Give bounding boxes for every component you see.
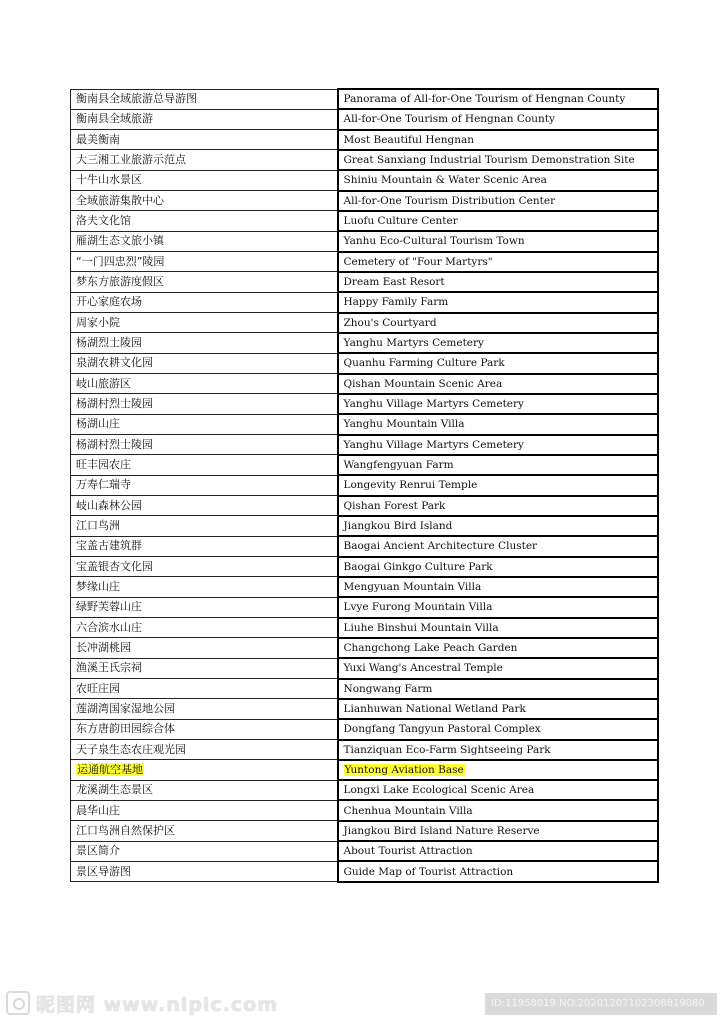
chinese-name-cell: “一门四忠烈”陵园 (71, 252, 338, 272)
table-row (71, 597, 658, 617)
english-name-cell: Qishan Mountain Scenic Area (338, 374, 658, 394)
english-name-cell: Most Beautiful Hengnan (338, 130, 658, 150)
table-row (71, 679, 658, 699)
chinese-name-cell: 景区简介 (71, 841, 338, 861)
chinese-name-cell: 六合滨水山庄 (71, 618, 338, 638)
english-name-cell: Mengyuan Mountain Villa (338, 577, 658, 597)
table-row (71, 800, 658, 820)
table-row (71, 170, 658, 190)
chinese-name-cell: 江口鸟洲 (71, 516, 338, 536)
english-name-cell: Longxi Lake Ecological Scenic Area (338, 780, 658, 800)
table-row (71, 496, 658, 516)
table-row (71, 475, 658, 495)
english-name-cell: Guide Map of Tourist Attraction (338, 861, 658, 881)
table-row (71, 638, 658, 658)
english-name-cell (338, 760, 658, 780)
table-row (71, 231, 658, 251)
english-name-cell: Changchong Lake Peach Garden (338, 638, 658, 658)
english-name-cell: Great Sanxiang Industrial Tourism Demonstration Site (338, 150, 658, 170)
table-row (71, 516, 658, 536)
chinese-name-cell: 梦缘山庄 (71, 577, 338, 597)
table-row (71, 841, 658, 861)
chinese-name-cell: 开心家庭农场 (71, 292, 338, 312)
chinese-name-cell: 岐山森林公园 (71, 496, 338, 516)
chinese-name-cell: 梦东方旅游度假区 (71, 272, 338, 292)
english-name-cell: All-for-One Tourism Distribution Center (338, 191, 658, 211)
english-name-cell: Zhou's Courtyard (338, 313, 658, 333)
chinese-name-cell: 宝盖银杏文化园 (71, 557, 338, 577)
english-name-cell: Quanhu Farming Culture Park (338, 353, 658, 373)
chinese-name-cell: 十牛山水景区 (71, 170, 338, 190)
english-name-cell: Liuhe Binshui Mountain Villa (338, 618, 658, 638)
table-row (71, 536, 658, 556)
chinese-name-cell: 龙溪湖生态景区 (71, 780, 338, 800)
english-name-cell: Nongwang Farm (338, 679, 658, 699)
chinese-name-cell (71, 760, 338, 780)
english-name-cell: Panorama of All-for-One Tourism of Hengnan County (338, 89, 658, 109)
watermark-left-text: 昵图网 www.nipic.com (36, 993, 279, 1016)
chinese-name-cell: 江口鸟洲自然保护区 (71, 821, 338, 841)
english-name-cell: Dream East Resort (338, 272, 658, 292)
chinese-name-cell: 衡南县全域旅游 (71, 109, 338, 129)
table-row (71, 89, 658, 109)
table-row (71, 557, 658, 577)
table-row (71, 699, 658, 719)
english-name-cell: Yanghu Village Martyrs Cemetery (338, 394, 658, 414)
english-name-cell: Yanghu Village Martyrs Cemetery (338, 435, 658, 455)
highlighted-text: 运通航空基地 (77, 762, 143, 776)
chinese-name-cell: 莲湖湾国家湿地公园 (71, 699, 338, 719)
watermark-left (6, 990, 278, 1016)
english-name-cell: Baogai Ginkgo Culture Park (338, 557, 658, 577)
chinese-name-cell: 宝盖古建筑群 (71, 536, 338, 556)
nipic-logo-icon (6, 991, 30, 1015)
english-name-cell: Wangfengyuan Farm (338, 455, 658, 475)
english-name-cell: All-for-One Tourism of Hengnan County (338, 109, 658, 129)
chinese-name-cell: 全域旅游集散中心 (71, 191, 338, 211)
chinese-name-cell: 泉湖农耕文化园 (71, 353, 338, 373)
table-row (71, 333, 658, 353)
english-name-cell: About Tourist Attraction (338, 841, 658, 861)
table-row (71, 821, 658, 841)
table-row (71, 435, 658, 455)
table-row (71, 658, 658, 678)
chinese-name-cell: 晨华山庄 (71, 800, 338, 820)
table-row (71, 191, 658, 211)
chinese-name-cell: 东方唐韵田园综合体 (71, 719, 338, 739)
table-row (71, 414, 658, 434)
english-name-cell: Longevity Renrui Temple (338, 475, 658, 495)
table-row (71, 292, 658, 312)
table-row (71, 130, 658, 150)
english-name-cell: Dongfang Tangyun Pastoral Complex (338, 719, 658, 739)
chinese-name-cell: 洛夫文化馆 (71, 211, 338, 231)
translation-table (70, 88, 659, 883)
chinese-name-cell: 杨湖村烈士陵园 (71, 435, 338, 455)
chinese-name-cell: 岐山旅游区 (71, 374, 338, 394)
english-name-cell: Lvye Furong Mountain Villa (338, 597, 658, 617)
english-name-cell: Jiangkou Bird Island (338, 516, 658, 536)
english-name-cell: Jiangkou Bird Island Nature Reserve (338, 821, 658, 841)
english-name-cell: Yanghu Mountain Villa (338, 414, 658, 434)
highlighted-text: Yuntong Aviation Base (344, 763, 464, 776)
english-name-cell: Yuxi Wang's Ancestral Temple (338, 658, 658, 678)
chinese-name-cell: 周家小院 (71, 313, 338, 333)
english-name-cell: Cemetery of "Four Martyrs" (338, 252, 658, 272)
table-row (71, 740, 658, 760)
chinese-name-cell: 大三湘工业旅游示范点 (71, 150, 338, 170)
english-name-cell: Shiniu Mountain & Water Scenic Area (338, 170, 658, 190)
english-name-cell: Happy Family Farm (338, 292, 658, 312)
chinese-name-cell: 雁湖生态文旅小镇 (71, 231, 338, 251)
english-name-cell: Qishan Forest Park (338, 496, 658, 516)
english-name-cell: Lianhuwan National Wetland Park (338, 699, 658, 719)
watermark-id: ID:11958019 NO:20201207102308819080 (485, 993, 717, 1015)
chinese-name-cell: 天子泉生态农庄观光园 (71, 740, 338, 760)
table-row (71, 760, 658, 780)
table-row (71, 861, 658, 881)
chinese-name-cell: 渔溪王氏宗祠 (71, 658, 338, 678)
chinese-name-cell: 景区导游图 (71, 861, 338, 881)
table-row (71, 313, 658, 333)
translation-table-body (71, 89, 658, 882)
table-row (71, 394, 658, 414)
table-row (71, 109, 658, 129)
table-row (71, 150, 658, 170)
chinese-name-cell: 长冲湖桃园 (71, 638, 338, 658)
table-row (71, 272, 658, 292)
english-name-cell: Luofu Culture Center (338, 211, 658, 231)
chinese-name-cell: 杨湖村烈士陵园 (71, 394, 338, 414)
table-row (71, 252, 658, 272)
chinese-name-cell: 旺丰园农庄 (71, 455, 338, 475)
table-row (71, 719, 658, 739)
table-row (71, 577, 658, 597)
chinese-name-cell: 万寿仁瑞寺 (71, 475, 338, 495)
table-row (71, 374, 658, 394)
chinese-name-cell: 衡南县全域旅游总导游图 (71, 89, 338, 109)
english-name-cell: Chenhua Mountain Villa (338, 800, 658, 820)
table-row (71, 211, 658, 231)
english-name-cell: Yanhu Eco-Cultural Tourism Town (338, 231, 658, 251)
chinese-name-cell: 绿野芙蓉山庄 (71, 597, 338, 617)
table-row (71, 353, 658, 373)
chinese-name-cell: 杨湖山庄 (71, 414, 338, 434)
chinese-name-cell: 最美衡南 (71, 130, 338, 150)
table-row (71, 618, 658, 638)
english-name-cell: Tianziquan Eco-Farm Sightseeing Park (338, 740, 658, 760)
chinese-name-cell: 农旺庄园 (71, 679, 338, 699)
english-name-cell: Yanghu Martyrs Cemetery (338, 333, 658, 353)
chinese-name-cell: 杨湖烈士陵园 (71, 333, 338, 353)
english-name-cell: Baogai Ancient Architecture Cluster (338, 536, 658, 556)
table-row (71, 455, 658, 475)
table-row (71, 780, 658, 800)
